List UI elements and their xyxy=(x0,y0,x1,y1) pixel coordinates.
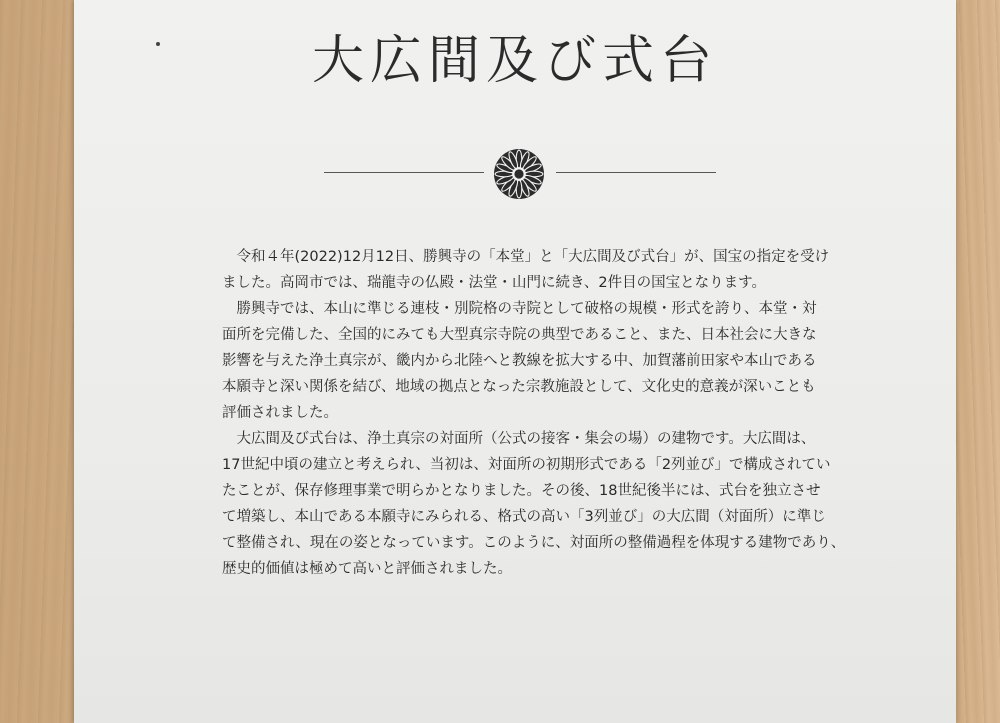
text-line: て整備され、現在の姿となっています。このように、対面所の整備過程を体現する建物であり、 xyxy=(222,535,846,551)
divider-line-left xyxy=(324,172,484,173)
text-line: 歴史的価値は極めて高いと評価されました。 xyxy=(222,561,512,577)
body-text xyxy=(222,244,846,582)
text-line: 17世紀中頃の建立と考えられ、当初は、対面所の初期形式である「2列並び」で構成されてい xyxy=(222,457,831,473)
text-line: 大広間及び式台は、浄土真宗の対面所（公式の接客・集会の場）の建物です。大広間は、 xyxy=(236,431,816,447)
text-line: たことが、保存修理事業で明らかとなりました。その後、18世紀後半には、式台を独立させ xyxy=(222,483,821,499)
page-title: 大広間及び式台 xyxy=(311,31,718,91)
text-line: 勝興寺では、本山に準じる連枝・別院格の寺院として破格の規模・形式を誇り、本堂・対 xyxy=(236,301,817,317)
divider-line-right xyxy=(556,172,716,173)
text-line: 面所を完備した、全国的にみても大型真宗寺院の典型であること、また、日本社会に大きな xyxy=(222,327,817,343)
text-line: 本願寺と深い関係を結び、地域の拠点となった宗教施設として、文化史的意義が深いことも xyxy=(222,379,816,395)
text-line: 影響を与えた浄土真宗が、畿内から北陸へと教線を拡大する中、加賀藩前田家や本山である xyxy=(222,353,817,369)
paragraph-2 xyxy=(222,296,822,426)
information-board xyxy=(74,0,956,723)
text-line: て増築し、本山である本願寺にみられる、格式の高い「3列並び」の大広間（対面所）に準じ xyxy=(222,509,826,525)
text-line: 令和４年(2022)12月12日、勝興寺の「本堂」と「大広間及び式台」が、国宝の指定を受け xyxy=(236,249,830,265)
paragraph-1 xyxy=(222,244,830,296)
text-line: ました。高岡市では、瑞龍寺の仏殿・法堂・山門に続き、2件目の国宝となります。 xyxy=(222,275,766,291)
chrysanthemum-crest-icon xyxy=(493,148,545,200)
paragraph-3 xyxy=(222,426,846,582)
title-divider xyxy=(74,148,956,202)
text-line: 評価されました。 xyxy=(222,405,338,421)
